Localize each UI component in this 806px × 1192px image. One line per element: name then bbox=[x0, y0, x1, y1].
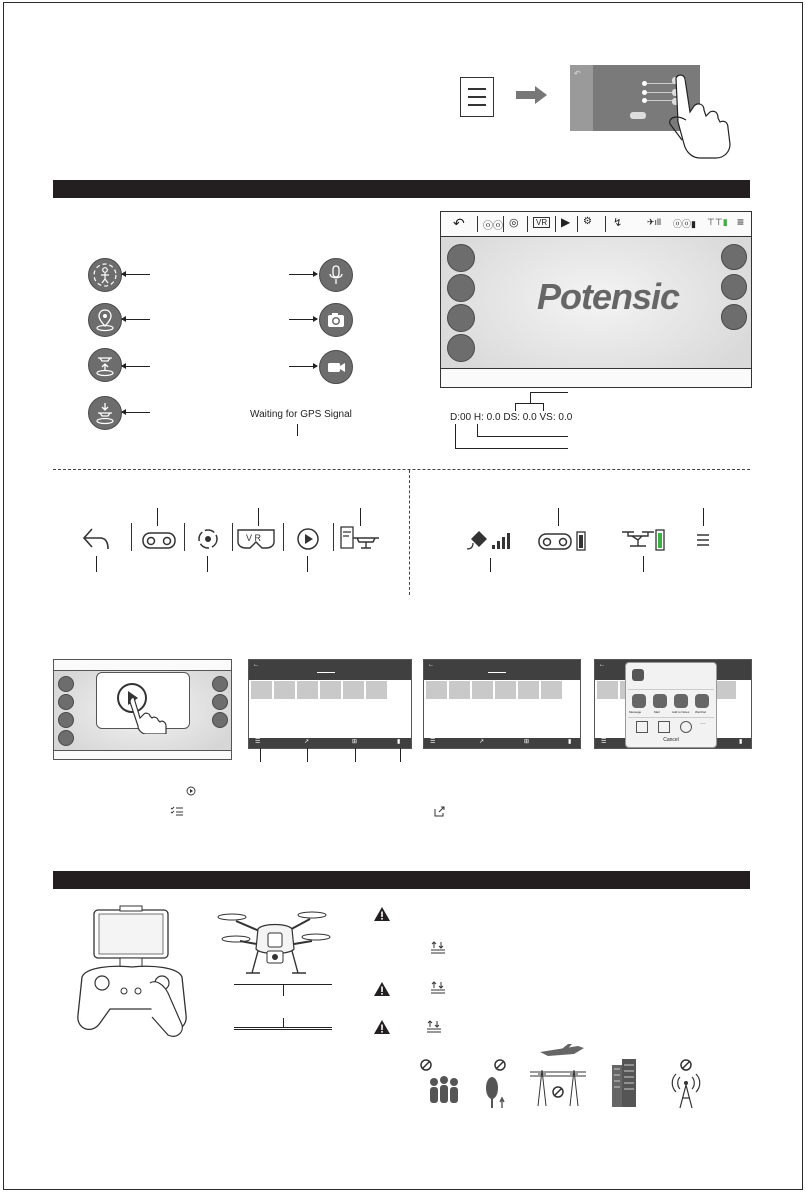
playback-icon[interactable] bbox=[296, 527, 320, 551]
media-thumbnail[interactable] bbox=[251, 681, 272, 699]
no-tall-buildings-icon bbox=[610, 1057, 638, 1107]
menu-button-illustration[interactable] bbox=[460, 77, 494, 117]
toolbar-separator bbox=[283, 523, 284, 551]
distance-pointer-h bbox=[455, 448, 568, 449]
share-label: WeChat bbox=[695, 710, 706, 714]
select-icon[interactable]: ☰ bbox=[430, 739, 436, 745]
menu-icon[interactable]: ≡ bbox=[737, 215, 745, 229]
app-bar bbox=[249, 660, 411, 680]
up-down-arrows-icon bbox=[426, 1019, 442, 1033]
media-thumbnail[interactable] bbox=[495, 681, 516, 699]
svg-text:V R: V R bbox=[246, 533, 262, 543]
controller-with-phone-illustration bbox=[72, 905, 212, 1045]
bottom-toolbar bbox=[424, 738, 580, 748]
media-thumbnail[interactable] bbox=[449, 681, 470, 699]
telemetry-bracket-top bbox=[530, 392, 568, 393]
gps-signal-pointer bbox=[490, 558, 491, 572]
toolbar-separator bbox=[232, 523, 233, 551]
share-label: Add to Notes bbox=[672, 710, 690, 714]
height-pointer bbox=[477, 424, 478, 436]
share-icon bbox=[433, 806, 445, 817]
range-line-2-tick bbox=[283, 1018, 284, 1027]
save-icon[interactable]: ⊞ bbox=[352, 739, 358, 745]
playback-screen-2 bbox=[248, 659, 412, 749]
app-main-screen bbox=[440, 211, 752, 388]
save-icon[interactable]: ⊞ bbox=[524, 739, 530, 745]
section-banner-2 bbox=[53, 871, 750, 889]
drone-battery-icon: ⊤⊤▮ bbox=[707, 217, 728, 227]
controller-battery-icon bbox=[538, 530, 590, 552]
toolbar-separator bbox=[184, 523, 185, 551]
share-target[interactable] bbox=[695, 694, 709, 708]
up-down-arrows-icon bbox=[430, 940, 446, 954]
gps-location-button[interactable] bbox=[88, 303, 122, 337]
share-label: Message bbox=[629, 710, 642, 714]
controller-icon[interactable]: ⓞⓞ bbox=[483, 221, 503, 232]
status-strip bbox=[441, 368, 751, 387]
right-arrow-icon bbox=[516, 91, 536, 99]
controller-icon[interactable] bbox=[142, 530, 176, 550]
gps-location-pointer bbox=[122, 319, 150, 320]
back-icon[interactable]: ← bbox=[599, 662, 605, 668]
mini-toolbar bbox=[54, 660, 231, 671]
warning-icon bbox=[373, 981, 391, 997]
camera-button[interactable] bbox=[319, 303, 353, 337]
camera-button[interactable] bbox=[721, 274, 747, 300]
telemetry-pointer-top bbox=[530, 393, 531, 403]
select-icon[interactable]: ☰ bbox=[601, 739, 607, 745]
playback-icon bbox=[186, 786, 196, 796]
media-thumbnail[interactable] bbox=[426, 681, 447, 699]
media-thumbnail[interactable] bbox=[343, 681, 364, 699]
controller-pointer bbox=[157, 508, 158, 526]
back-icon[interactable]: ← bbox=[428, 662, 434, 668]
controller-battery-icon: ⓞⓞ▮ bbox=[673, 219, 696, 229]
video-pointer bbox=[289, 366, 317, 367]
voice-button[interactable] bbox=[319, 258, 353, 292]
camera-button[interactable] bbox=[212, 694, 228, 710]
bottom-toolbar bbox=[249, 738, 411, 748]
video-button[interactable] bbox=[319, 350, 353, 384]
select-pointer bbox=[260, 748, 261, 762]
back-pointer bbox=[96, 556, 97, 572]
playback-pointer bbox=[307, 556, 308, 572]
delete-icon[interactable]: ▮ bbox=[397, 739, 401, 745]
follow-me-button[interactable] bbox=[88, 258, 122, 292]
delete-icon[interactable]: ▮ bbox=[739, 739, 743, 745]
media-thumbnail[interactable] bbox=[274, 681, 295, 699]
gps-location-button[interactable] bbox=[447, 274, 475, 302]
menu-icon[interactable] bbox=[696, 533, 710, 547]
media-thumbnail[interactable] bbox=[366, 681, 387, 699]
section-banner-1 bbox=[53, 180, 750, 198]
media-thumbnail[interactable] bbox=[541, 681, 562, 699]
telemetry-bracket-right bbox=[543, 403, 544, 411]
height-pointer-h bbox=[477, 436, 568, 437]
gps-signal-icon bbox=[465, 527, 511, 553]
toolbar-separator bbox=[333, 523, 334, 551]
telemetry-bracket-left bbox=[515, 403, 516, 411]
back-icon[interactable]: ← bbox=[253, 662, 259, 668]
select-icon[interactable]: ☰ bbox=[255, 739, 261, 745]
playback-screen-3 bbox=[423, 659, 581, 749]
no-signal-towers-icon bbox=[668, 1058, 704, 1110]
no-crowds-icon bbox=[418, 1058, 462, 1110]
action-icon[interactable] bbox=[658, 721, 670, 733]
controller-battery-pointer bbox=[558, 508, 559, 526]
menu-pointer bbox=[703, 508, 704, 526]
vr-pointer bbox=[258, 508, 259, 526]
camera-pointer bbox=[289, 319, 317, 320]
media-thumbnail[interactable] bbox=[297, 681, 318, 699]
share-icon[interactable]: ↗ bbox=[304, 739, 310, 745]
action-icon[interactable]: ··· bbox=[700, 721, 706, 727]
follow-me-button[interactable] bbox=[58, 676, 74, 692]
drone-battery-pointer bbox=[643, 556, 644, 572]
warning-icon bbox=[373, 906, 391, 922]
save-pointer bbox=[355, 748, 356, 762]
app-icon bbox=[632, 669, 644, 681]
gps-status-pointer bbox=[297, 424, 298, 436]
gps-status-text: Waiting for GPS Signal bbox=[250, 409, 352, 420]
back-icon[interactable] bbox=[80, 525, 112, 553]
share-pointer bbox=[307, 748, 308, 762]
playback-icon[interactable]: ▶ bbox=[561, 215, 571, 229]
range-line-2-shadow bbox=[234, 1029, 332, 1030]
tapping-hand-icon bbox=[128, 694, 170, 734]
up-down-arrows-icon bbox=[430, 980, 446, 994]
landing-button[interactable] bbox=[447, 334, 475, 362]
media-thumbnail[interactable] bbox=[472, 681, 493, 699]
share-target[interactable] bbox=[674, 694, 688, 708]
action-icon[interactable] bbox=[636, 721, 648, 733]
media-thumbnail[interactable] bbox=[518, 681, 539, 699]
playback-screen-1 bbox=[53, 659, 232, 760]
media-thumbnail[interactable] bbox=[320, 681, 341, 699]
logo-text: Potensic bbox=[537, 276, 680, 317]
vr-icon[interactable] bbox=[236, 528, 276, 550]
gps-signal-icon: ✈ıll bbox=[647, 217, 662, 227]
section-divider bbox=[53, 469, 750, 470]
video-button[interactable] bbox=[212, 712, 228, 728]
video-button[interactable] bbox=[721, 304, 747, 330]
takeoff-button[interactable] bbox=[88, 348, 122, 382]
calibrate-icon[interactable]: ◎ bbox=[509, 217, 519, 229]
voice-pointer bbox=[289, 274, 317, 275]
cancel-button[interactable]: Cancel bbox=[663, 737, 679, 743]
share-sheet bbox=[625, 662, 717, 748]
gps-location-button[interactable] bbox=[58, 694, 74, 710]
telemetry-bracket bbox=[515, 403, 543, 404]
media-thumbnail[interactable] bbox=[715, 681, 736, 699]
media-thumbnail[interactable] bbox=[597, 681, 618, 699]
action-icon[interactable] bbox=[680, 721, 692, 733]
delete-icon[interactable]: ▮ bbox=[568, 739, 572, 745]
select-icon bbox=[170, 806, 184, 816]
follow-me-button[interactable] bbox=[447, 244, 475, 272]
share-target[interactable] bbox=[632, 694, 646, 708]
vr-icon[interactable]: VR bbox=[533, 217, 550, 228]
settings-icon[interactable] bbox=[339, 524, 381, 552]
speed-icon[interactable]: ↯ bbox=[613, 217, 623, 229]
telemetry-readout: D:00 H: 0.0 DS: 0.0 VS: 0.0 bbox=[450, 412, 573, 423]
back-icon[interactable]: ↶ bbox=[453, 215, 465, 231]
no-power-lines-airport-icon bbox=[528, 1042, 588, 1108]
landing-pointer bbox=[122, 412, 150, 413]
column-divider bbox=[409, 470, 410, 595]
calibrate-pointer bbox=[207, 556, 208, 572]
settings-pointer bbox=[360, 508, 361, 526]
drone-illustration bbox=[212, 903, 338, 985]
toolbar-separator bbox=[131, 523, 132, 551]
app-bar bbox=[424, 660, 580, 680]
landing-button[interactable] bbox=[88, 396, 122, 430]
playback-screen-4 bbox=[594, 659, 752, 749]
delete-pointer bbox=[400, 748, 401, 762]
landing-button[interactable] bbox=[58, 730, 74, 746]
takeoff-button[interactable] bbox=[447, 304, 475, 332]
takeoff-button[interactable] bbox=[58, 712, 74, 728]
right-arrow-head bbox=[535, 86, 547, 104]
distance-pointer bbox=[455, 424, 456, 448]
back-icon[interactable]: ↶ bbox=[574, 69, 581, 78]
mini-status-strip bbox=[54, 750, 231, 759]
warning-icon bbox=[373, 1019, 391, 1035]
share-label: Mail bbox=[654, 710, 660, 714]
share-target[interactable] bbox=[653, 694, 667, 708]
calibrate-icon[interactable] bbox=[195, 526, 221, 552]
no-trees-icon bbox=[482, 1058, 512, 1110]
voice-button[interactable] bbox=[212, 676, 228, 692]
range-line-1-tick bbox=[283, 984, 284, 996]
voice-button[interactable] bbox=[721, 244, 747, 270]
share-icon[interactable]: ↗ bbox=[479, 739, 485, 745]
drone-battery-icon bbox=[620, 528, 666, 552]
follow-me-pointer bbox=[122, 274, 150, 275]
settings-icon[interactable]: ⚙ bbox=[583, 216, 592, 227]
pointing-hand-icon bbox=[664, 70, 754, 160]
top-toolbar bbox=[441, 212, 751, 237]
takeoff-pointer bbox=[122, 366, 150, 367]
range-line-2 bbox=[234, 1027, 332, 1028]
